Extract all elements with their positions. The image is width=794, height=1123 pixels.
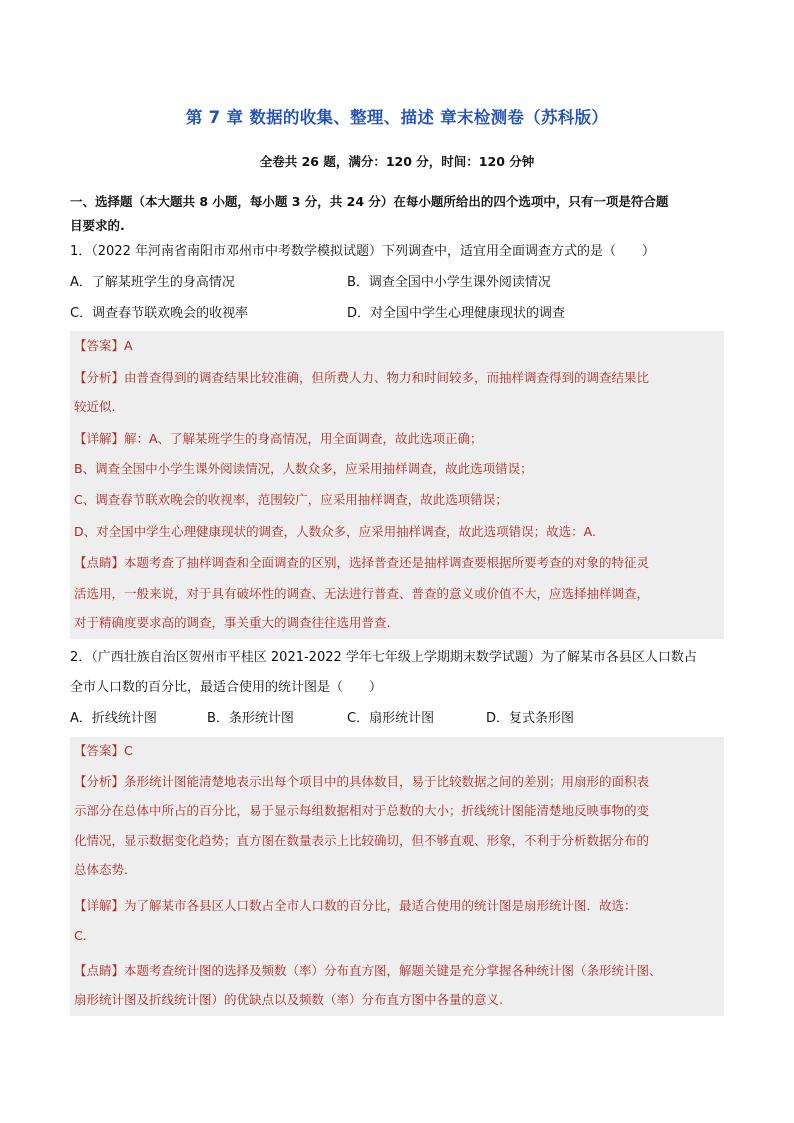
q2-answer: 【答案】C	[74, 743, 133, 758]
q1-option-b: B．调查全国中小学生课外阅读情况	[347, 275, 551, 290]
document-title: 第 7 章 数据的收集、整理、描述 章末检测卷（苏科版）	[185, 108, 609, 127]
q2-option-a: A．折线统计图	[70, 711, 157, 726]
q2-option-b: B．条形统计图	[207, 711, 294, 726]
q1-comment-line: 活选用，一般来说，对于具有破坏性的调查、无法进行普查、普查的意义或价值不大，应选择抽样调查，	[74, 586, 650, 601]
q1-detail-line: 【详解】解：A、了解某班学生的身高情况，用全面调查，故此选项正确；	[74, 431, 483, 446]
q2-comment-line: 【点睛】本题考查统计图的选择及频数（率）分布直方图，解题关键是充分掌握各种统计图（条形统计图、	[74, 963, 662, 978]
q1-answer: 【答案】A	[74, 338, 133, 353]
q1-detail-line: D、对全国中学生心理健康现状的调查，人数众多，应采用抽样调查，故此选项错误；故选：A.	[74, 524, 596, 539]
q2-stem-line: 2．（广西壮族自治区贺州市平桂区 2021-2022 学年七年级上学期期末数学试题）为了解某市各县区人口数占	[70, 650, 697, 665]
q2-detail-line: C.	[74, 928, 87, 943]
q2-comment-line: 扇形统计图及折线统计图）的优缺点以及频数（率）分布直方图中各量的意义.	[74, 992, 503, 1007]
q2-option-c: C．扇形统计图	[347, 711, 435, 726]
section-heading	[70, 190, 724, 238]
q1-option-c: C．调查春节联欢晚会的收视率	[70, 306, 249, 321]
q1-detail-line: B、调查全国中小学生课外阅读情况，人数众多，应采用抽样调查，故此选项错误；	[74, 461, 533, 476]
q1-analysis-line: 较近似.	[74, 399, 116, 414]
q2-analysis-line: 【分析】条形统计图能清楚地表示出每个项目中的具体数目，易于比较数据之间的差别；用扇形的面积表	[74, 774, 650, 789]
q1-stem: 1．（2022 年河南省南阳市邓州市中考数学模拟试题）下列调查中，适宜用全面调查方式的是（ ）	[70, 244, 655, 259]
q1-analysis-line: 【分析】由普查得到的调查结果比较准确，但所费人力、物力和时间较多，而抽样调查得到的调查结果比	[74, 370, 650, 385]
q1-detail-line: C、调查春节联欢晚会的收视率，范围较广，应采用抽样调查，故此选项错误；	[74, 492, 508, 507]
q2-detail-line: 【详解】为了解某市各县区人口数占全市人口数的百分比，最适合使用的统计图是扇形统计图．故选：	[74, 898, 637, 913]
q2-stem-line: 全市人口数的百分比，最适合使用的统计图是（ ）	[70, 680, 383, 695]
exam-info: 全卷共 26 题，满分：120 分，时间：120 分钟	[259, 154, 535, 169]
q1-comment-line: 对于精确度要求高的调查，事关重大的调查往往选用普查.	[74, 615, 391, 630]
q1-option-d: D．对全国中学生心理健康现状的调查	[347, 306, 566, 321]
q2-analysis-line: 化情况，显示数据变化趋势；直方图在数量表示上比较确切，但不够直观、形象，不利于分析数据分布的	[74, 833, 650, 848]
q1-comment-line: 【点睛】本题考查了抽样调查和全面调查的区别，选择普查还是抽样调查要根据所要考查的对象的特征灵	[74, 555, 650, 570]
q2-solution-box	[70, 737, 724, 1016]
q1-solution-box	[70, 331, 724, 639]
q2-analysis-line: 总体态势.	[74, 862, 128, 877]
q2-option-d: D．复式条形图	[486, 711, 575, 726]
q1-option-a: A．了解某班学生的身高情况	[70, 275, 235, 290]
section-heading-line: 一、选择题（本大题共 8 小题，每小题 3 分，共 24 分）在每小题所给出的四个选项中，只有一项是符合题	[70, 194, 669, 209]
q2-analysis-line: 示部分在总体中所占的百分比，易于显示每组数据相对于总数的大小；折线统计图能清楚地反映事物的变	[74, 803, 650, 818]
section-heading-line: 目要求的.	[70, 218, 125, 233]
